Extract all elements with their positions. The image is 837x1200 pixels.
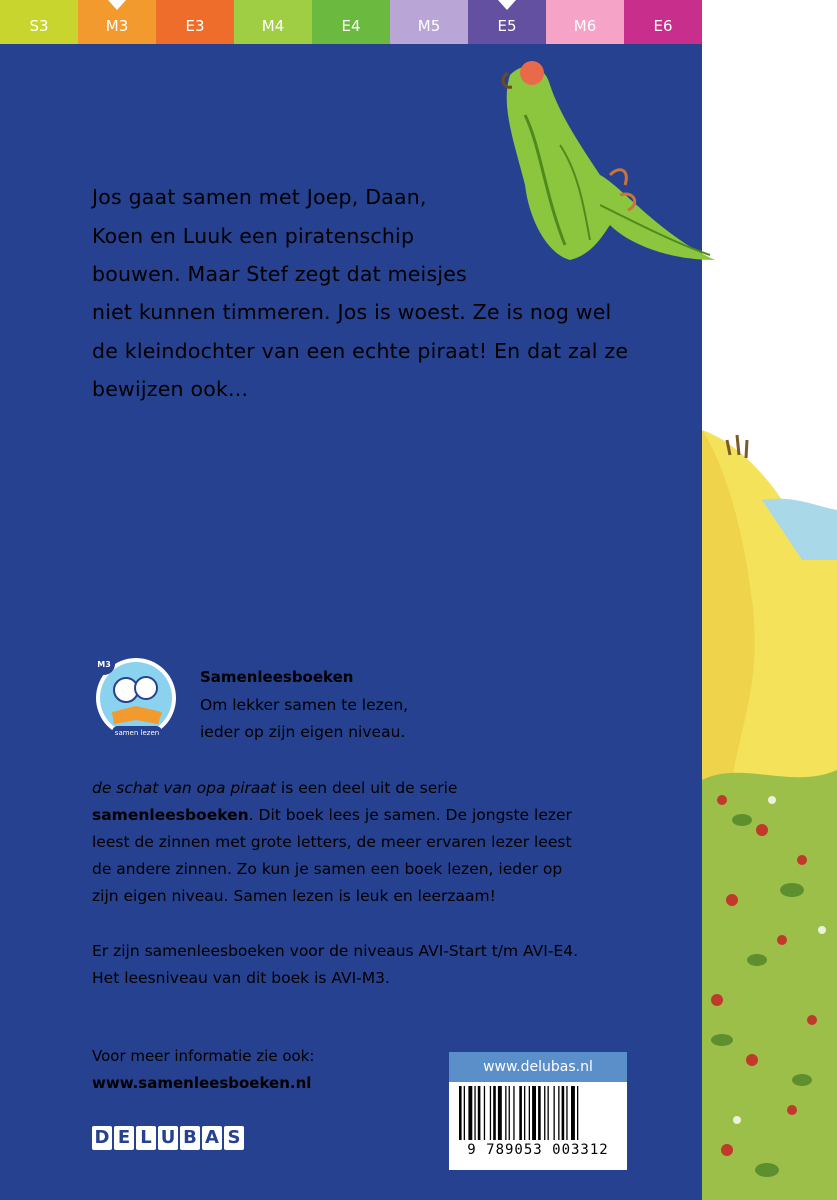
- samen-lezen-badge: [92, 650, 178, 742]
- level-tab: [0, 0, 78, 44]
- body-line: de andere zinnen. Zo kun je samen een boek lezen, ieder op: [92, 860, 563, 878]
- barcode-bar: [548, 1086, 549, 1140]
- front-cover-illustration: [702, 0, 837, 1200]
- barcode-bar: [571, 1086, 575, 1140]
- barcode-bar: [464, 1086, 465, 1140]
- body-line: [92, 806, 572, 824]
- level-label: E3: [185, 17, 205, 35]
- intro-line: Koen en Luuk een piratenschip: [92, 224, 415, 248]
- barcode-bar: [562, 1086, 565, 1140]
- barcode-bar: [532, 1086, 536, 1140]
- barcode-bar: [484, 1086, 485, 1140]
- body-line: [92, 779, 457, 797]
- publisher-letter: B: [180, 1126, 200, 1150]
- barcode-bar: [478, 1086, 481, 1140]
- body-line: leest de zinnen met grote letters, de meer ervaren lezer leest: [92, 833, 572, 851]
- level-label: E4: [341, 17, 361, 35]
- barcode-bar: [468, 1086, 472, 1140]
- body-text: is een deel uit de serie: [276, 779, 458, 797]
- level-tab: [390, 0, 468, 44]
- level-tab: [312, 0, 390, 44]
- barcode-bar: [490, 1086, 491, 1140]
- level-label: M5: [417, 17, 441, 35]
- publisher-letter: U: [158, 1126, 178, 1150]
- barcode-bar: [577, 1086, 578, 1140]
- publisher-url[interactable]: www.delubas.nl: [449, 1052, 627, 1082]
- barcode-bar: [513, 1086, 514, 1140]
- barcode-bar: [524, 1086, 525, 1140]
- intro-line: bewijzen ook...: [92, 377, 249, 401]
- level-tab: [234, 0, 312, 44]
- level-tab: [624, 0, 702, 44]
- barcode-bar: [498, 1086, 502, 1140]
- level-label: M3: [105, 17, 129, 35]
- barcode-bar: [509, 1086, 510, 1140]
- isbn-number: 9 789053 003312: [467, 1142, 609, 1158]
- level-label: E6: [653, 17, 673, 35]
- barcode-bar: [558, 1086, 559, 1140]
- publisher-letter: A: [202, 1126, 222, 1150]
- book-title: de schat van opa piraat: [92, 779, 276, 797]
- barcode-bar: [474, 1086, 475, 1140]
- publisher-letter: S: [224, 1126, 244, 1150]
- level-bar: [0, 0, 702, 44]
- avi-line: Er zijn samenleesboeken voor de niveaus AVI-Start t/m AVI-E4.: [92, 942, 579, 960]
- level-tab: [468, 0, 546, 44]
- badge-caption: samen lezen: [114, 729, 160, 737]
- level-tab: [546, 0, 624, 44]
- barcode-image: [457, 1086, 619, 1142]
- barcode-bar: [566, 1086, 567, 1140]
- intro-line: Jos gaat samen met Joep, Daan,: [92, 185, 427, 209]
- series-name: samenleesboeken: [92, 806, 249, 824]
- more-info-label: Voor meer informatie zie ook:: [92, 1047, 315, 1065]
- barcode-bar: [493, 1086, 496, 1140]
- avi-line: Het leesniveau van dit boek is AVI-M3.: [92, 969, 390, 987]
- series-line: ieder op zijn eigen niveau.: [200, 723, 406, 741]
- intro-line: niet kunnen timmeren. Jos is woest. Ze is nog wel: [92, 300, 612, 324]
- level-tab: [156, 0, 234, 44]
- body-text: . Dit boek lees je samen. De jongste lezer: [248, 806, 572, 824]
- publisher-letter: E: [114, 1126, 134, 1150]
- level-label: M4: [261, 17, 285, 35]
- body-line: zijn eigen niveau. Samen lezen is leuk en leerzaam!: [92, 887, 496, 905]
- website-link[interactable]: www.samenleesboeken.nl: [92, 1074, 312, 1092]
- intro-line: bouwen. Maar Stef zegt dat meisjes: [92, 262, 467, 286]
- level-label: M6: [573, 17, 597, 35]
- level-label: E5: [497, 17, 517, 35]
- series-line: Om lekker samen te lezen,: [200, 696, 409, 714]
- parrot-illustration: [470, 55, 720, 285]
- series-title: Samenleesboeken: [200, 668, 354, 686]
- barcode-bar: [544, 1086, 545, 1140]
- barcode-bar: [529, 1086, 530, 1140]
- barcode-bar: [459, 1086, 462, 1140]
- barcode-panel: [449, 1052, 627, 1170]
- barcode-bar: [538, 1086, 541, 1140]
- publisher-letter: D: [92, 1126, 112, 1150]
- intro-line: de kleindochter van een echte piraat! En dat zal ze: [92, 339, 629, 363]
- publisher-logo: [92, 1126, 244, 1150]
- level-label: S3: [29, 17, 49, 35]
- barcode-bar: [519, 1086, 522, 1140]
- badge-level: M3: [97, 660, 111, 669]
- barcode-bar: [505, 1086, 506, 1140]
- barcode-bar: [554, 1086, 555, 1140]
- level-tab: [78, 0, 156, 44]
- publisher-letter: L: [136, 1126, 156, 1150]
